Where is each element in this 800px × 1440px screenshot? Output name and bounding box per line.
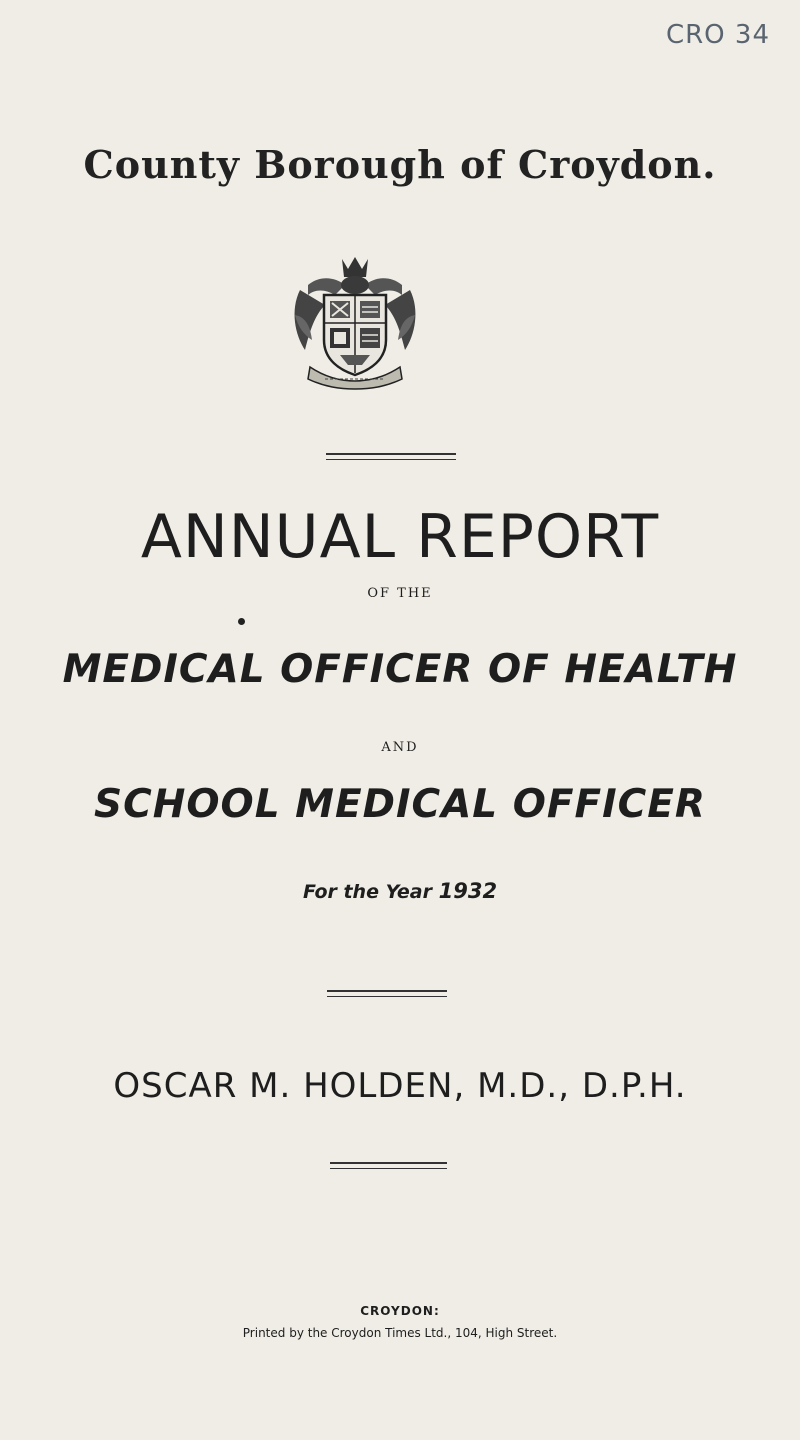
ink-dot [238,618,245,625]
and-label: AND [381,740,419,755]
handwritten-reference: CRO 34 [665,20,770,50]
officer-title-2: SCHOOL MEDICAL OFFICER [94,782,706,827]
divider-middle [327,990,447,992]
divider-middle-thin [327,996,447,997]
officer-title-1: MEDICAL OFFICER OF HEALTH [62,647,738,692]
report-year-line [0,879,800,903]
borough-heading: County Borough of Croydon. [83,142,717,187]
report-year: 1932 [438,879,498,903]
borough-coat-of-arms-icon [290,255,420,390]
report-title: ANNUAL REPORT [140,502,660,572]
divider-bottom-thin [330,1168,447,1169]
divider-bottom [330,1162,447,1164]
imprint-place: CROYDON: [360,1304,440,1318]
of-the-label: OF THE [367,586,433,601]
imprint-printer: Printed by the Croydon Times Ltd., 104, High Street. [242,1326,558,1340]
divider-top [326,453,456,455]
divider-top-thin [326,459,456,460]
year-label: For the Year [302,881,432,903]
author-name: OSCAR M. HOLDEN, M.D., D.P.H. [113,1066,687,1106]
